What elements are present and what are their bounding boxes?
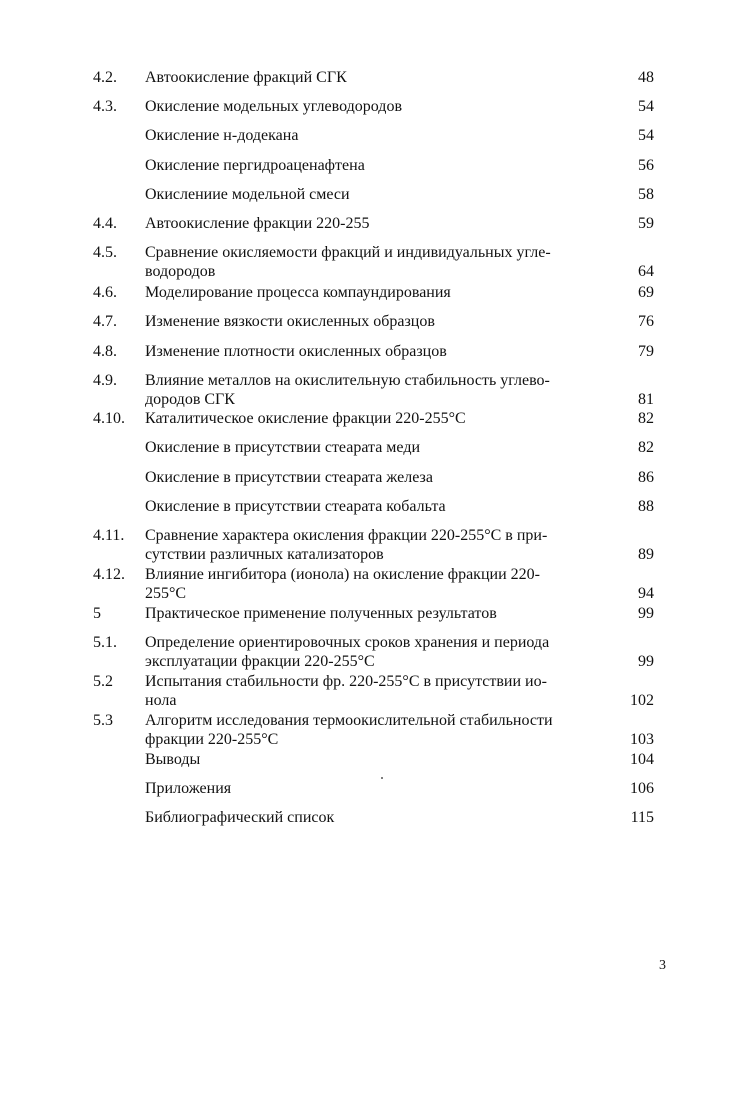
toc-entry-page: 76 [638,313,654,330]
toc-entry-page: 56 [638,157,654,174]
toc-entry-title: Алгоритм исследования термоокислительной стабильности [145,712,553,729]
toc-entry-title: фракции 220-255°С [145,731,279,748]
toc-entry-page: 69 [638,284,654,301]
toc-entry-page: 79 [638,343,654,360]
toc-entry-page: 99 [638,605,654,622]
toc-entry-title: 255°С [145,585,187,602]
toc-entry-page: 48 [638,69,654,86]
toc-entry-title: Влияние металлов на окислительную стабильность углево- [145,372,550,389]
toc-entry-page: 58 [638,186,654,203]
toc-entry-title: Сравнение характера окисления фракции 220-255°С в при- [145,527,548,544]
toc-entry-number: 4.2. [93,69,117,86]
toc-entry-title: Определение ориентировочных сроков хранения и периода [145,634,550,651]
toc-entry-number: 5.2 [93,673,113,690]
toc-entry-title: эксплуатации фракции 220-255°С [145,653,375,670]
toc-entry-title: Каталитическое окисление фракции 220-255°С [145,410,466,427]
toc-entry-title: Окисление пергидроаценафтена [145,157,365,174]
toc-entry-page: 115 [630,809,654,826]
toc-entry-page: 94 [638,585,654,602]
toc-entry-number: 4.5. [93,244,117,261]
toc-entry-number: 4.3. [93,98,117,115]
toc-entry-page: 104 [630,751,654,768]
toc-entry-page: 54 [638,98,654,115]
toc-entry-title: водородов [145,263,216,280]
toc-entry-title: Практическое применение полученных результатов [145,605,497,622]
toc-entry-title: Испытания стабильности фр. 220-255°С в присутствии ио- [145,673,547,690]
toc-entry-title: Сравнение окисляемости фракций и индивидуальных угле- [145,244,551,261]
toc-entry-title: Приложения [145,780,232,797]
toc-entry-number: 4.9. [93,372,117,389]
toc-entry-number: 4.8. [93,343,117,360]
page-number: 3 [659,958,666,973]
toc-entry-number: 5.3 [93,712,113,729]
toc-entry-number: 4.11. [93,527,125,544]
toc-entry-number: 5.1. [93,634,117,651]
toc-entry-number: 4.6. [93,284,117,301]
toc-entry-title: Влияние ингибитора (ионола) на окисление фракции 220- [145,566,540,583]
toc-entry-number: 4.7. [93,313,117,330]
toc-entry-page: 54 [638,127,654,144]
toc-entry-page: 59 [638,215,654,232]
toc-entry-page: 106 [630,780,654,797]
toc-entry-title: нола [145,692,177,709]
toc-entry-title: сутствии различных катализаторов [145,546,384,563]
toc-entry-title: дородов СГК [145,391,235,408]
toc-entry-number: 4.12. [93,566,125,583]
toc-entry-page: 81 [638,391,654,408]
toc-entry-title: Библиографический список [145,809,335,826]
toc-entry-title: Моделирование процесса компаундирования [145,284,451,301]
toc-entry-title: Окисление модельных углеводородов [145,98,402,115]
toc-entry-page: 102 [630,692,654,709]
toc-entry-title: Изменение плотности окисленных образцов [145,343,447,360]
toc-entry-page: 99 [638,653,654,670]
toc-entry-number: 5 [93,605,101,622]
toc-entry-title: Изменение вязкости окисленных образцов [145,313,435,330]
scan-speck [381,777,383,779]
toc-entry-number: 4.10. [93,410,125,427]
toc-entry-title: Автоокисление фракции 220-255 [145,215,370,232]
toc-entry-title: Окисление в присутствии стеарата железа [145,469,433,486]
toc-entry-title: Окисление в присутствии стеарата кобальта [145,498,446,515]
toc-entry-page: 103 [630,731,654,748]
toc-entry-number: 4.4. [93,215,117,232]
toc-entry-title: Окислениие модельной смеси [145,186,350,203]
toc-entry-page: 88 [638,498,654,515]
toc-entry-page: 82 [638,439,654,456]
toc-entry-page: 86 [638,469,654,486]
toc-entry-page: 64 [638,263,654,280]
toc-entry-page: 89 [638,546,654,563]
toc-entry-title: Окисление в присутствии стеарата меди [145,439,421,456]
toc-entry-title: Автоокисление фракций СГК [145,69,347,86]
toc-entry-title: Выводы [145,751,201,768]
toc-entry-title: Окисление н-додекана [145,127,299,144]
toc-entry-page: 82 [638,410,654,427]
